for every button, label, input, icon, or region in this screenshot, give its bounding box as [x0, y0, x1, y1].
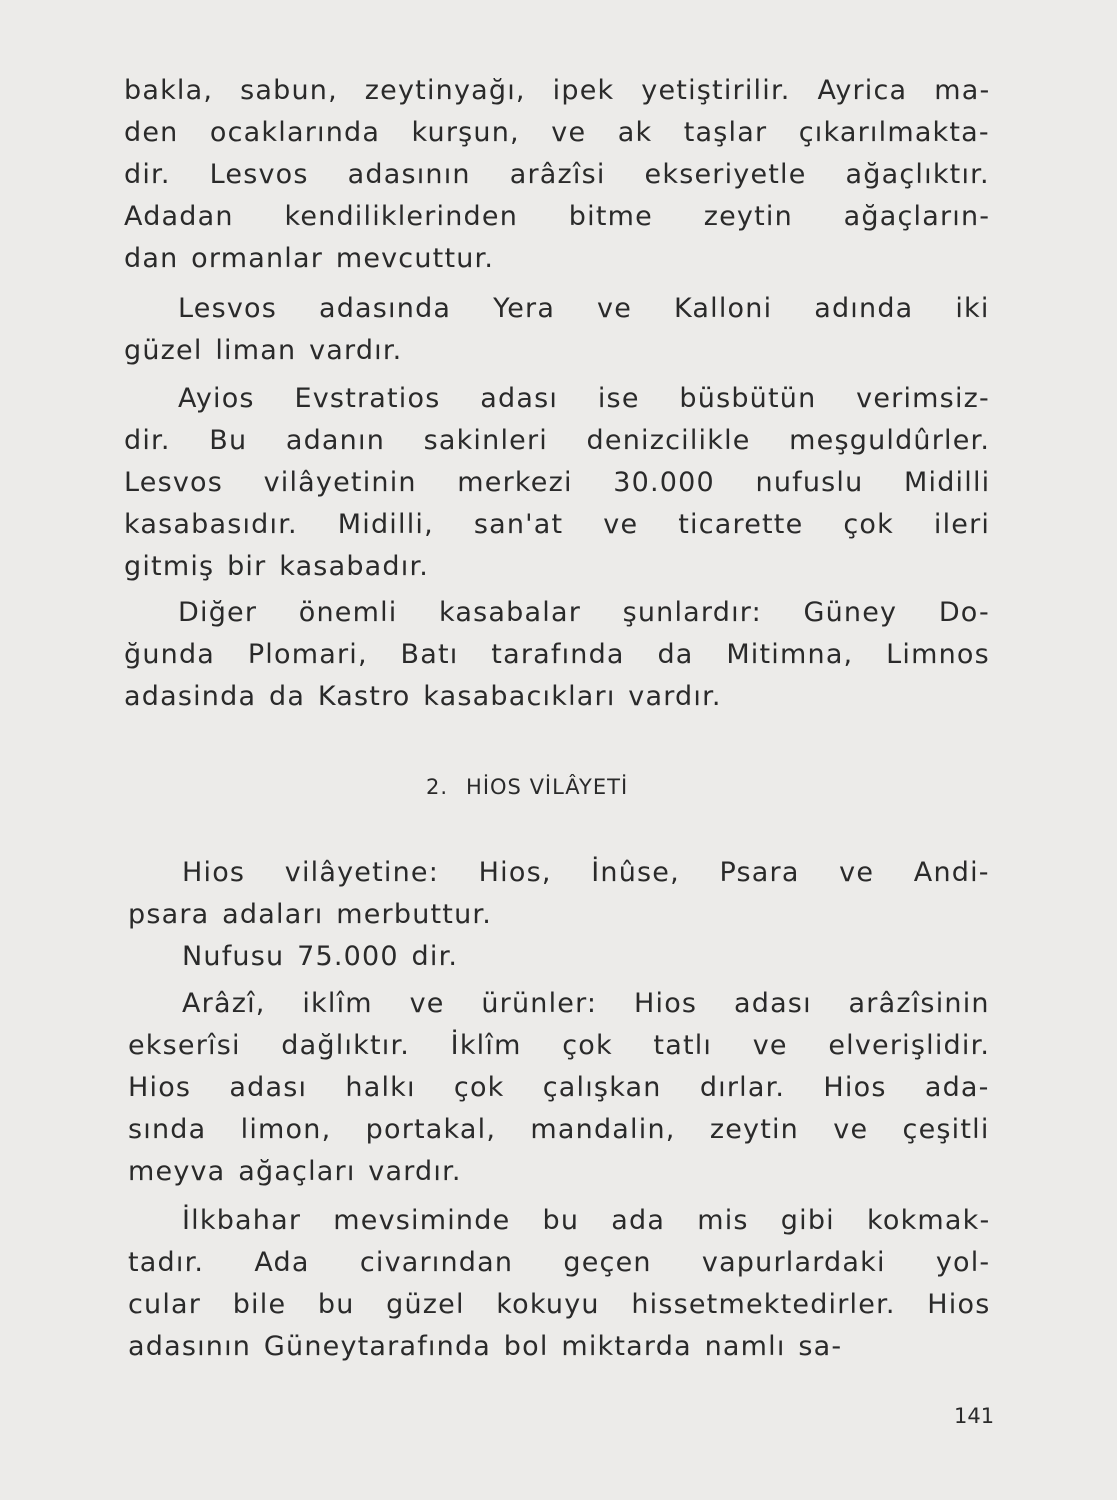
section-heading — [426, 773, 628, 801]
text-line: İlkbahar mevsiminde bu ada mis gibi kokmak- — [182, 1205, 991, 1236]
page-number: 141 — [954, 1404, 995, 1428]
section-title: HİOS VİLÂYETİ — [466, 775, 629, 799]
text-line: Hios vilâyetine: Hios, İnûse, Psara ve Andi- — [182, 857, 990, 888]
text-line: dir. Lesvos adasının arâzîsi ekseriyetle ağaçlıktır. — [124, 159, 990, 190]
text-line: psara adaları merbuttur. — [128, 899, 492, 930]
text-line: kasabasıdır. Midilli, san'at ve ticarette çok ileri — [124, 509, 991, 540]
text-line: sında limon, portakal, mandalin, zeytin ve çeşitli — [128, 1114, 990, 1145]
text-line: Lesvos adasında Yera ve Kalloni adında iki — [178, 293, 990, 324]
text-line: den ocaklarında kurşun, ve ak taşlar çıkarılmakta- — [124, 117, 990, 148]
text-line: bakla, sabun, zeytinyağı, ipek yetiştirilir. Ayrica ma- — [124, 75, 991, 106]
text-line: dir. Bu adanın sakinleri denizcilikle meşguldûrler. — [124, 425, 991, 456]
text-line: Ayios Evstratios adası ise büsbütün verimsiz- — [178, 383, 990, 414]
text-line: ekserîsi dağlıktır. İklîm çok tatlı ve elverişlidir. — [128, 1030, 991, 1061]
text-line: ğunda Plomari, Batı tarafında da Mitimna, Limnos — [124, 639, 990, 670]
text-line: cular bile bu güzel kokuyu hissetmektedirler. Hios — [128, 1289, 991, 1320]
text-line: gitmiş bir kasabadır. — [124, 551, 430, 582]
text-line: Adadan kendiliklerinden bitme zeytin ağaçların- — [124, 201, 991, 232]
text-line: Nufusu 75.000 dir. — [182, 941, 459, 972]
text-line: adasinda da Kastro kasabacıkları vardır. — [124, 681, 722, 712]
text-line: meyva ağaçları vardır. — [128, 1156, 462, 1187]
text-line: Hios adası halkı çok çalışkan dırlar. Hios ada- — [128, 1072, 990, 1103]
section-number: 2. — [426, 775, 449, 799]
text-line: tadır. Ada civarından geçen vapurlardaki yol- — [128, 1247, 991, 1278]
text-line: Lesvos vilâyetinin merkezi 30.000 nufuslu Midilli — [124, 467, 991, 498]
text-line: güzel liman vardır. — [124, 335, 403, 366]
text-line: adasının Güneytarafında bol miktarda namlı sa- — [128, 1331, 843, 1362]
text-line: dan ormanlar mevcuttur. — [124, 243, 495, 274]
text-line: Arâzî, iklîm ve ürünler: Hios adası arâzîsinin — [182, 988, 990, 1019]
text-line: Diğer önemli kasabalar şunlardır: Güney Do- — [178, 597, 990, 628]
